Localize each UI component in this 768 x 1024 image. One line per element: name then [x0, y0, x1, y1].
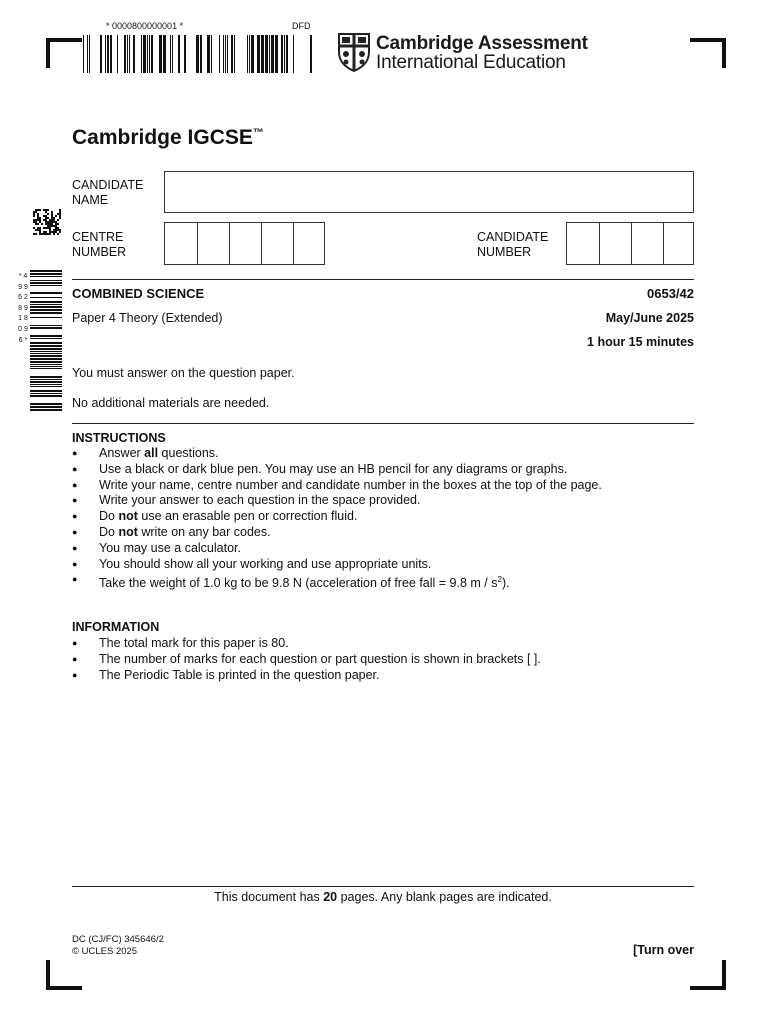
- corner-mark-bottom-left: [46, 960, 82, 990]
- corner-mark-top-right: [690, 38, 726, 68]
- corner-mark-bottom-right: [690, 960, 726, 990]
- document-reference: DC (CJ/FC) 345646/2: [72, 934, 164, 945]
- subject-title: COMBINED SCIENCE: [72, 286, 205, 301]
- materials-note: No additional materials are needed.: [72, 396, 270, 410]
- paper-name: Paper 4 Theory (Extended): [72, 311, 223, 325]
- instruction-item: ● Do not write on any bar codes.: [72, 525, 694, 541]
- instruction-item: ● Write your answer to each question in the space provided.: [72, 493, 694, 509]
- answer-note: You must answer on the question paper.: [72, 366, 295, 380]
- instruction-item: ● Take the weight of 1.0 kg to be 9.8 N (acceleration of free fall = 9.8 m / $s^2$).: [72, 572, 694, 592]
- information-item: ● The Periodic Table is printed in the question paper.: [72, 668, 694, 684]
- instruction-item: ● You may use a calculator.: [72, 541, 694, 557]
- copyright: © UCLES 2025: [72, 946, 138, 957]
- centre-number-field[interactable]: [164, 222, 325, 265]
- side-barcode-icon: [30, 270, 62, 412]
- page-count-note: This document has 20 pages. Any blank pages are indicated.: [214, 890, 552, 904]
- logo-line-1: Cambridge Assessment: [376, 33, 588, 54]
- divider: [72, 886, 694, 887]
- instruction-item: ● Use a black or dark blue pen. You may use an HB pencil for any diagrams or graphs.: [72, 462, 694, 478]
- information-item: ● The number of marks for each question or part question is shown in brackets [ ].: [72, 652, 694, 668]
- instructions-list: [72, 446, 694, 592]
- divider: [72, 423, 694, 424]
- turn-over: [Turn over: [633, 943, 694, 957]
- exam-session: May/June 2025: [605, 311, 694, 325]
- information-heading: INFORMATION: [72, 620, 160, 634]
- exam-duration: 1 hour 15 minutes: [587, 335, 694, 349]
- centre-number-label: CENTRE NUMBER: [72, 230, 127, 259]
- barcode-number: * 0000800000001 *: [106, 21, 184, 31]
- corner-mark-top-left: [46, 38, 82, 68]
- candidate-name-field[interactable]: [164, 171, 694, 213]
- instruction-item: ● Do not use an erasable pen or correction fluid.: [72, 509, 694, 525]
- instruction-item: ● Write your name, centre number and candidate number in the boxes at the top of the page.: [72, 478, 694, 494]
- candidate-number-label: CANDIDATE NUMBER: [477, 230, 549, 259]
- paper-code-label: DFD: [292, 21, 311, 31]
- candidate-name-label: CANDIDATE NAME: [72, 178, 144, 207]
- information-list: [72, 636, 694, 683]
- qr-code-icon: [33, 209, 61, 235]
- page-title: Cambridge IGCSE™: [72, 126, 264, 149]
- logo-line-2: International Education: [376, 52, 566, 73]
- side-barcode-number: * 4 9 9 6 2 8 9 1 8 0 9 6 *: [18, 273, 28, 344]
- instructions-heading: INSTRUCTIONS: [72, 431, 166, 445]
- paper-code: 0653/42: [647, 286, 694, 301]
- instruction-item: ● Answer all questions.: [72, 446, 694, 462]
- barcode-icon: [83, 35, 315, 73]
- instruction-item: ● You should show all your working and use appropriate units.: [72, 557, 694, 573]
- crest-icon: [337, 32, 371, 72]
- information-item: ● The total mark for this paper is 80.: [72, 636, 694, 652]
- divider: [72, 279, 694, 280]
- candidate-number-field[interactable]: [566, 222, 694, 265]
